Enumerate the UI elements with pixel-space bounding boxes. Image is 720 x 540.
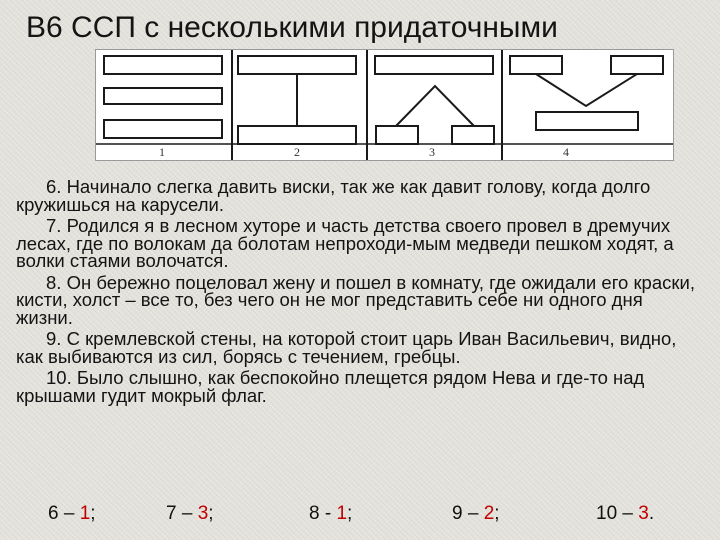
scheme-4-right-box — [611, 56, 663, 74]
scheme-2-subordinate-box — [238, 126, 356, 144]
sentence-9: 9. С кремлевской стены, на которой стоит царь Иван Васильевич, видно, как выбиваются из сил, борясь с течением, гребцы. — [16, 328, 677, 367]
answer-6-suffix: ; — [90, 503, 96, 524]
answer-7-suffix: ; — [208, 503, 214, 524]
answer-9-prefix: 9 – — [452, 503, 484, 524]
answer-7-value: 3 — [197, 503, 209, 524]
scheme-label-3: 3 — [429, 145, 435, 159]
scheme-2-main-box — [238, 56, 356, 74]
scheme-label-1: 1 — [159, 145, 165, 159]
sentence-8: 8. Он бережно поцеловал жену и пошел в комнату, где ожидали его краски, кисти, холст – все то, без чего он не мог представить себе ни одного дня жизни. — [16, 271, 695, 328]
scheme-label-2: 2 — [294, 145, 300, 159]
answer-10-suffix: . — [648, 503, 655, 524]
scheme-3-branches — [396, 86, 474, 126]
scheme-3-left-box — [376, 126, 418, 144]
scheme-1-middle-box — [104, 88, 222, 104]
sentence-schemes-figure — [95, 49, 674, 161]
answer-10-prefix: 10 – — [596, 503, 639, 524]
answer-7-prefix: 7 – — [166, 503, 198, 524]
answer-8-prefix: 8 - — [309, 503, 337, 524]
answer-10 — [596, 503, 654, 525]
scheme-4-branches — [536, 74, 637, 106]
sentence-10: 10. Было слышно, как беспокойно плещется рядом Нева и где-то над крышами гудит мокрый флаг. — [16, 367, 645, 406]
scheme-label-4: 4 — [563, 145, 569, 159]
answer-6-prefix: 6 – — [48, 503, 80, 524]
answer-9-value: 2 — [483, 503, 495, 524]
scheme-4-main-box — [536, 112, 638, 130]
slide-title: В6 ССП с несколькими придаточными — [26, 11, 558, 44]
answer-9 — [452, 503, 500, 525]
answer-key — [0, 503, 720, 529]
scheme-3-right-box — [452, 126, 494, 144]
sentence-6: 6. Начинало слегка давить виски, так же как давит голову, когда долго кружишься на карусели. — [16, 176, 651, 215]
answer-8-value: 1 — [336, 503, 348, 524]
answer-9-suffix: ; — [494, 503, 500, 524]
schemes-diagram — [96, 50, 673, 160]
answer-8 — [309, 503, 352, 525]
answer-8-suffix: ; — [347, 503, 353, 524]
scheme-1-main-box — [104, 56, 222, 74]
answer-7 — [166, 503, 214, 525]
answer-6 — [48, 503, 96, 525]
answer-10-value: 3 — [638, 503, 649, 524]
sentence-7: 7. Родился я в лесном хуторе и часть детства своего провел в дремучих лесах, где по волокам да болотам непроходи-мым медведи пешком ходят, а волки стаями волочатся. — [16, 215, 674, 271]
scheme-3-main-box — [375, 56, 493, 74]
sentences-list — [16, 178, 696, 408]
scheme-4-left-box — [510, 56, 562, 74]
scheme-1-lower-box — [104, 120, 222, 138]
answer-6-value: 1 — [79, 503, 91, 524]
